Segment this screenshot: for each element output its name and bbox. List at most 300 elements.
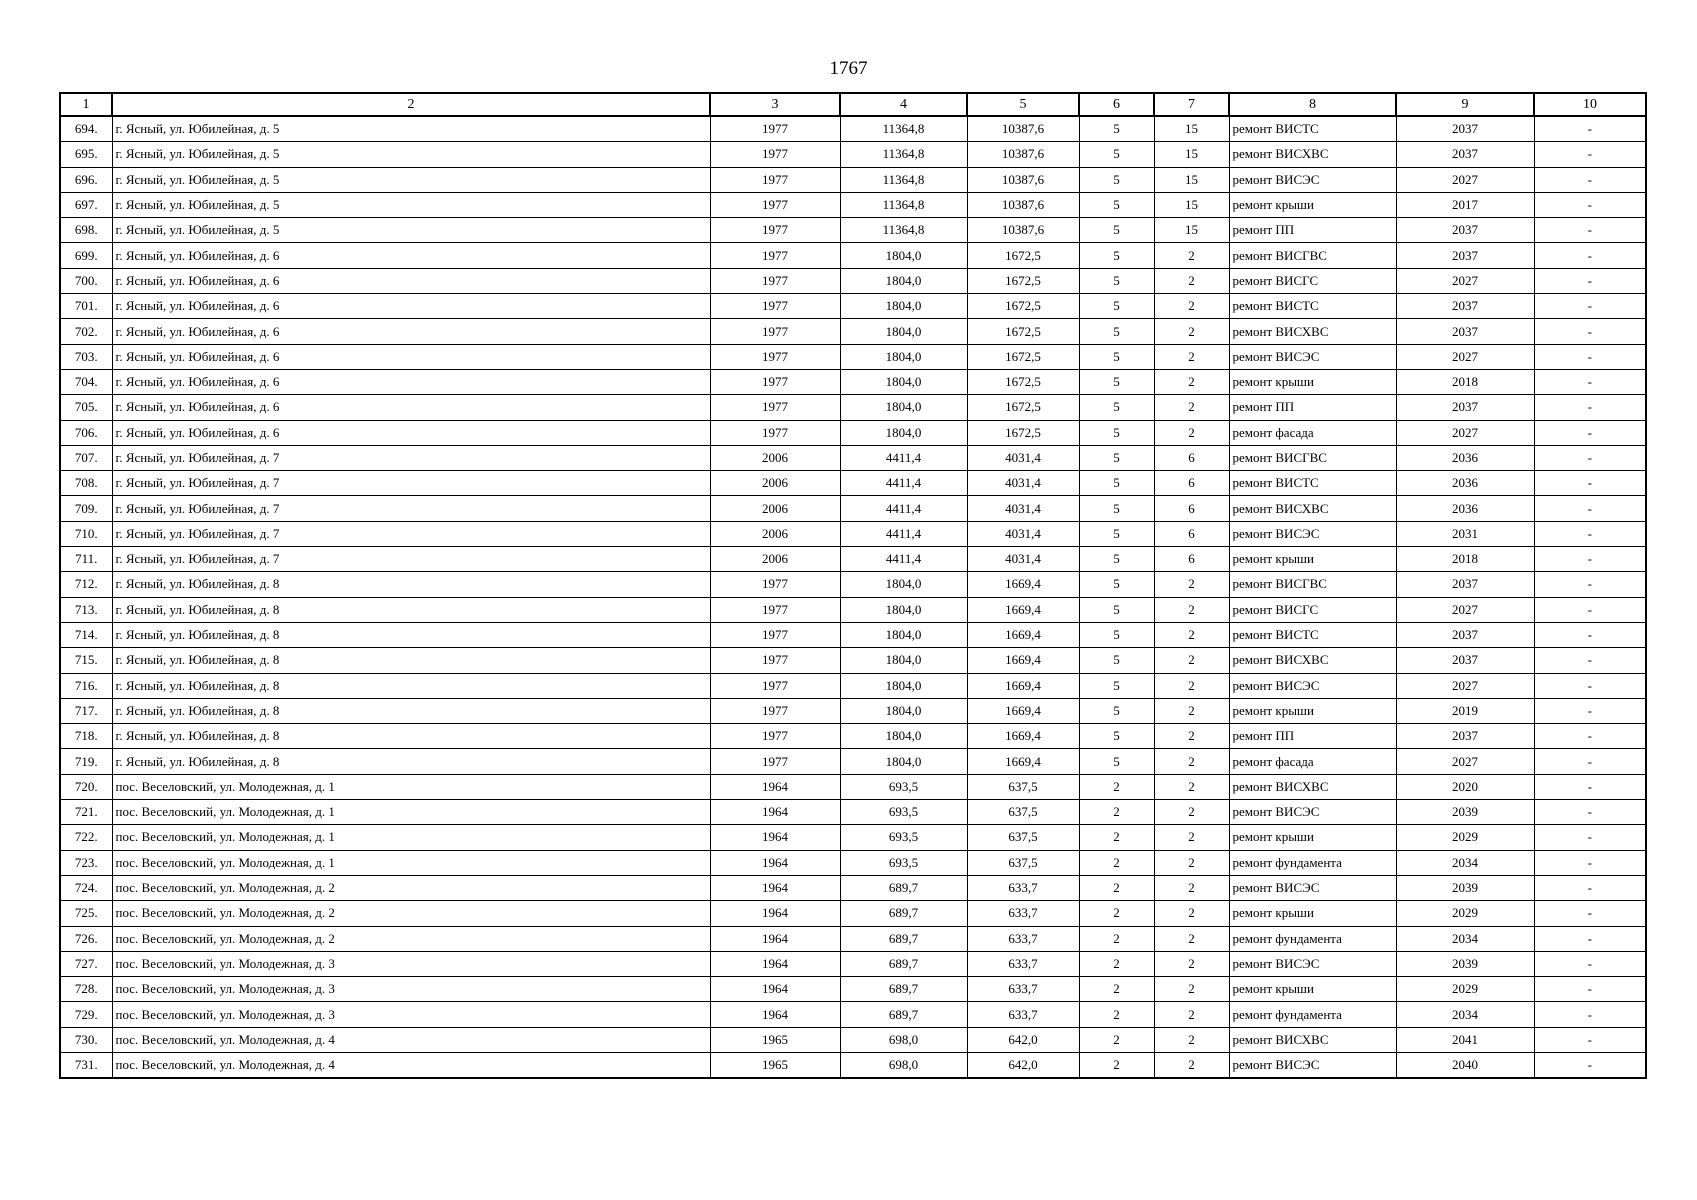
year-built-cell: 1977: [710, 294, 840, 319]
note-cell: -: [1534, 1002, 1646, 1027]
living-area-cell: 1669,4: [967, 724, 1079, 749]
living-area-cell: 1669,4: [967, 749, 1079, 774]
entrances-cell: 2: [1154, 369, 1229, 394]
entrances-cell: 2: [1154, 875, 1229, 900]
address-cell: пос. Веселовский, ул. Молодежная, д. 3: [112, 1002, 710, 1027]
year-built-cell: 1965: [710, 1052, 840, 1078]
work-type-cell: ремонт крыши: [1229, 698, 1396, 723]
address-cell: г. Ясный, ул. Юбилейная, д. 5: [112, 116, 710, 142]
row-number-cell: 717.: [60, 698, 112, 723]
row-number-cell: 707.: [60, 445, 112, 470]
note-cell: -: [1534, 344, 1646, 369]
year-built-cell: 2006: [710, 496, 840, 521]
note-cell: -: [1534, 749, 1646, 774]
table-row: [60, 192, 1646, 217]
entrances-cell: 15: [1154, 167, 1229, 192]
row-number-cell: 708.: [60, 471, 112, 496]
address-cell: г. Ясный, ул. Юбилейная, д. 6: [112, 420, 710, 445]
total-area-cell: 11364,8: [840, 218, 967, 243]
living-area-cell: 642,0: [967, 1027, 1079, 1052]
floors-cell: 5: [1079, 521, 1154, 546]
work-type-cell: ремонт ПП: [1229, 724, 1396, 749]
floors-cell: 2: [1079, 774, 1154, 799]
address-cell: пос. Веселовский, ул. Молодежная, д. 3: [112, 951, 710, 976]
work-type-cell: ремонт ВИСЭС: [1229, 344, 1396, 369]
floors-cell: 5: [1079, 294, 1154, 319]
address-cell: г. Ясный, ул. Юбилейная, д. 6: [112, 294, 710, 319]
year-built-cell: 1977: [710, 243, 840, 268]
table-row: [60, 471, 1646, 496]
entrances-cell: 6: [1154, 547, 1229, 572]
row-number-cell: 726.: [60, 926, 112, 951]
living-area-cell: 1669,4: [967, 673, 1079, 698]
work-type-cell: ремонт ВИСГВС: [1229, 572, 1396, 597]
note-cell: -: [1534, 800, 1646, 825]
table-row: [60, 825, 1646, 850]
table-row: [60, 875, 1646, 900]
column-header-1: 1: [60, 93, 112, 116]
year-built-cell: 1964: [710, 875, 840, 900]
total-area-cell: 11364,8: [840, 192, 967, 217]
entrances-cell: 2: [1154, 800, 1229, 825]
floors-cell: 5: [1079, 395, 1154, 420]
year-built-cell: 2006: [710, 547, 840, 572]
total-area-cell: 698,0: [840, 1052, 967, 1078]
work-type-cell: ремонт крыши: [1229, 192, 1396, 217]
work-type-cell: ремонт ВИСХВС: [1229, 496, 1396, 521]
row-number-cell: 729.: [60, 1002, 112, 1027]
note-cell: -: [1534, 471, 1646, 496]
planned-year-cell: 2037: [1396, 395, 1534, 420]
total-area-cell: 689,7: [840, 977, 967, 1002]
note-cell: -: [1534, 192, 1646, 217]
address-cell: г. Ясный, ул. Юбилейная, д. 6: [112, 268, 710, 293]
row-number-cell: 719.: [60, 749, 112, 774]
year-built-cell: 1977: [710, 192, 840, 217]
total-area-cell: 4411,4: [840, 445, 967, 470]
living-area-cell: 642,0: [967, 1052, 1079, 1078]
address-cell: г. Ясный, ул. Юбилейная, д. 7: [112, 547, 710, 572]
living-area-cell: 1672,5: [967, 344, 1079, 369]
year-built-cell: 1964: [710, 951, 840, 976]
year-built-cell: 1977: [710, 622, 840, 647]
work-type-cell: ремонт фундамента: [1229, 850, 1396, 875]
header-row: [60, 93, 1646, 116]
living-area-cell: 4031,4: [967, 445, 1079, 470]
year-built-cell: 1977: [710, 572, 840, 597]
planned-year-cell: 2018: [1396, 369, 1534, 394]
note-cell: -: [1534, 977, 1646, 1002]
total-area-cell: 689,7: [840, 901, 967, 926]
entrances-cell: 2: [1154, 648, 1229, 673]
column-header-8: 8: [1229, 93, 1396, 116]
total-area-cell: 1804,0: [840, 395, 967, 420]
floors-cell: 2: [1079, 875, 1154, 900]
planned-year-cell: 2037: [1396, 622, 1534, 647]
note-cell: -: [1534, 369, 1646, 394]
floors-cell: 5: [1079, 319, 1154, 344]
row-number-cell: 694.: [60, 116, 112, 142]
entrances-cell: 2: [1154, 344, 1229, 369]
work-type-cell: ремонт ВИСЭС: [1229, 673, 1396, 698]
column-header-5: 5: [967, 93, 1079, 116]
planned-year-cell: 2036: [1396, 445, 1534, 470]
row-number-cell: 727.: [60, 951, 112, 976]
row-number-cell: 725.: [60, 901, 112, 926]
floors-cell: 5: [1079, 749, 1154, 774]
planned-year-cell: 2037: [1396, 294, 1534, 319]
living-area-cell: 637,5: [967, 774, 1079, 799]
column-header-10: 10: [1534, 93, 1646, 116]
address-cell: г. Ясный, ул. Юбилейная, д. 8: [112, 698, 710, 723]
year-built-cell: 2006: [710, 521, 840, 546]
row-number-cell: 724.: [60, 875, 112, 900]
address-cell: г. Ясный, ул. Юбилейная, д. 5: [112, 218, 710, 243]
total-area-cell: 1804,0: [840, 622, 967, 647]
entrances-cell: 2: [1154, 951, 1229, 976]
year-built-cell: 1977: [710, 319, 840, 344]
address-cell: пос. Веселовский, ул. Молодежная, д. 1: [112, 825, 710, 850]
year-built-cell: 1965: [710, 1027, 840, 1052]
row-number-cell: 715.: [60, 648, 112, 673]
year-built-cell: 1977: [710, 344, 840, 369]
planned-year-cell: 2034: [1396, 926, 1534, 951]
living-area-cell: 10387,6: [967, 218, 1079, 243]
note-cell: -: [1534, 420, 1646, 445]
planned-year-cell: 2037: [1396, 724, 1534, 749]
planned-year-cell: 2036: [1396, 496, 1534, 521]
table-row: [60, 268, 1646, 293]
note-cell: -: [1534, 926, 1646, 951]
living-area-cell: 10387,6: [967, 142, 1079, 167]
table-row: [60, 800, 1646, 825]
planned-year-cell: 2036: [1396, 471, 1534, 496]
living-area-cell: 1669,4: [967, 648, 1079, 673]
living-area-cell: 1672,5: [967, 268, 1079, 293]
living-area-cell: 633,7: [967, 1002, 1079, 1027]
row-number-cell: 696.: [60, 167, 112, 192]
address-cell: г. Ясный, ул. Юбилейная, д. 8: [112, 648, 710, 673]
table-row: [60, 445, 1646, 470]
living-area-cell: 1669,4: [967, 622, 1079, 647]
floors-cell: 2: [1079, 1002, 1154, 1027]
entrances-cell: 2: [1154, 1027, 1229, 1052]
note-cell: -: [1534, 724, 1646, 749]
work-type-cell: ремонт ВИСХВС: [1229, 1027, 1396, 1052]
note-cell: -: [1534, 622, 1646, 647]
work-type-cell: ремонт ПП: [1229, 218, 1396, 243]
address-cell: г. Ясный, ул. Юбилейная, д. 8: [112, 749, 710, 774]
address-cell: пос. Веселовский, ул. Молодежная, д. 1: [112, 800, 710, 825]
planned-year-cell: 2034: [1396, 850, 1534, 875]
row-number-cell: 699.: [60, 243, 112, 268]
living-area-cell: 10387,6: [967, 167, 1079, 192]
address-cell: г. Ясный, ул. Юбилейная, д. 5: [112, 142, 710, 167]
work-type-cell: ремонт ВИСТС: [1229, 471, 1396, 496]
planned-year-cell: 2031: [1396, 521, 1534, 546]
year-built-cell: 1977: [710, 142, 840, 167]
living-area-cell: 10387,6: [967, 116, 1079, 142]
floors-cell: 5: [1079, 167, 1154, 192]
work-type-cell: ремонт ВИСЭС: [1229, 521, 1396, 546]
floors-cell: 5: [1079, 243, 1154, 268]
note-cell: -: [1534, 521, 1646, 546]
work-type-cell: ремонт крыши: [1229, 825, 1396, 850]
floors-cell: 5: [1079, 622, 1154, 647]
entrances-cell: 15: [1154, 218, 1229, 243]
note-cell: -: [1534, 572, 1646, 597]
planned-year-cell: 2027: [1396, 268, 1534, 293]
total-area-cell: 4411,4: [840, 496, 967, 521]
column-header-3: 3: [710, 93, 840, 116]
address-cell: г. Ясный, ул. Юбилейная, д. 7: [112, 445, 710, 470]
column-header-9: 9: [1396, 93, 1534, 116]
planned-year-cell: 2027: [1396, 420, 1534, 445]
planned-year-cell: 2037: [1396, 648, 1534, 673]
floors-cell: 2: [1079, 1052, 1154, 1078]
work-type-cell: ремонт ВИСЭС: [1229, 875, 1396, 900]
planned-year-cell: 2037: [1396, 116, 1534, 142]
note-cell: -: [1534, 850, 1646, 875]
row-number-cell: 703.: [60, 344, 112, 369]
note-cell: -: [1534, 218, 1646, 243]
table-row: [60, 420, 1646, 445]
entrances-cell: 2: [1154, 774, 1229, 799]
address-cell: г. Ясный, ул. Юбилейная, д. 6: [112, 369, 710, 394]
table-row: [60, 369, 1646, 394]
year-built-cell: 1964: [710, 1002, 840, 1027]
planned-year-cell: 2027: [1396, 344, 1534, 369]
work-type-cell: ремонт фундамента: [1229, 1002, 1396, 1027]
planned-year-cell: 2039: [1396, 951, 1534, 976]
year-built-cell: 1964: [710, 825, 840, 850]
work-type-cell: ремонт ВИСГС: [1229, 597, 1396, 622]
total-area-cell: 1804,0: [840, 597, 967, 622]
note-cell: -: [1534, 901, 1646, 926]
planned-year-cell: 2027: [1396, 597, 1534, 622]
year-built-cell: 1964: [710, 850, 840, 875]
page-number: 1767: [829, 58, 868, 79]
table-row: [60, 395, 1646, 420]
living-area-cell: 1672,5: [967, 395, 1079, 420]
planned-year-cell: 2029: [1396, 977, 1534, 1002]
year-built-cell: 1964: [710, 977, 840, 1002]
address-cell: г. Ясный, ул. Юбилейная, д. 7: [112, 521, 710, 546]
year-built-cell: 1964: [710, 926, 840, 951]
living-area-cell: 1672,5: [967, 294, 1079, 319]
planned-year-cell: 2029: [1396, 901, 1534, 926]
living-area-cell: 4031,4: [967, 471, 1079, 496]
table-row: [60, 673, 1646, 698]
year-built-cell: 1964: [710, 800, 840, 825]
year-built-cell: 1977: [710, 395, 840, 420]
address-cell: г. Ясный, ул. Юбилейная, д. 8: [112, 572, 710, 597]
column-header-6: 6: [1079, 93, 1154, 116]
total-area-cell: 1804,0: [840, 648, 967, 673]
floors-cell: 5: [1079, 445, 1154, 470]
row-number-cell: 731.: [60, 1052, 112, 1078]
floors-cell: 2: [1079, 901, 1154, 926]
work-type-cell: ремонт ВИСЭС: [1229, 951, 1396, 976]
address-cell: г. Ясный, ул. Юбилейная, д. 5: [112, 167, 710, 192]
planned-year-cell: 2040: [1396, 1052, 1534, 1078]
total-area-cell: 1804,0: [840, 698, 967, 723]
floors-cell: 5: [1079, 698, 1154, 723]
address-cell: г. Ясный, ул. Юбилейная, д. 8: [112, 673, 710, 698]
table-body: [60, 116, 1646, 1078]
planned-year-cell: 2027: [1396, 673, 1534, 698]
floors-cell: 5: [1079, 268, 1154, 293]
work-type-cell: ремонт ВИСТС: [1229, 622, 1396, 647]
entrances-cell: 15: [1154, 116, 1229, 142]
living-area-cell: 633,7: [967, 901, 1079, 926]
address-cell: пос. Веселовский, ул. Молодежная, д. 3: [112, 977, 710, 1002]
total-area-cell: 1804,0: [840, 243, 967, 268]
floors-cell: 5: [1079, 218, 1154, 243]
table-row: [60, 572, 1646, 597]
entrances-cell: 2: [1154, 319, 1229, 344]
note-cell: -: [1534, 875, 1646, 900]
address-cell: г. Ясный, ул. Юбилейная, д. 6: [112, 319, 710, 344]
living-area-cell: 4031,4: [967, 521, 1079, 546]
row-number-cell: 730.: [60, 1027, 112, 1052]
work-type-cell: ремонт ВИСХВС: [1229, 774, 1396, 799]
work-type-cell: ремонт ВИСЭС: [1229, 167, 1396, 192]
floors-cell: 2: [1079, 977, 1154, 1002]
address-cell: пос. Веселовский, ул. Молодежная, д. 2: [112, 875, 710, 900]
table-row: [60, 648, 1646, 673]
year-built-cell: 1977: [710, 749, 840, 774]
planned-year-cell: 2037: [1396, 243, 1534, 268]
row-number-cell: 705.: [60, 395, 112, 420]
total-area-cell: 689,7: [840, 926, 967, 951]
planned-year-cell: 2019: [1396, 698, 1534, 723]
row-number-cell: 713.: [60, 597, 112, 622]
note-cell: -: [1534, 673, 1646, 698]
planned-year-cell: 2029: [1396, 825, 1534, 850]
table-row: [60, 622, 1646, 647]
year-built-cell: 1964: [710, 901, 840, 926]
entrances-cell: 2: [1154, 572, 1229, 597]
entrances-cell: 6: [1154, 521, 1229, 546]
table-row: [60, 116, 1646, 142]
note-cell: -: [1534, 395, 1646, 420]
work-type-cell: ремонт крыши: [1229, 547, 1396, 572]
address-cell: пос. Веселовский, ул. Молодежная, д. 4: [112, 1027, 710, 1052]
row-number-cell: 720.: [60, 774, 112, 799]
address-cell: пос. Веселовский, ул. Молодежная, д. 4: [112, 1052, 710, 1078]
address-cell: г. Ясный, ул. Юбилейная, д. 6: [112, 243, 710, 268]
row-number-cell: 721.: [60, 800, 112, 825]
total-area-cell: 689,7: [840, 875, 967, 900]
total-area-cell: 1804,0: [840, 319, 967, 344]
living-area-cell: 1672,5: [967, 420, 1079, 445]
table-row: [60, 901, 1646, 926]
row-number-cell: 712.: [60, 572, 112, 597]
work-type-cell: ремонт крыши: [1229, 901, 1396, 926]
living-area-cell: 637,5: [967, 850, 1079, 875]
entrances-cell: 2: [1154, 850, 1229, 875]
row-number-cell: 695.: [60, 142, 112, 167]
row-number-cell: 723.: [60, 850, 112, 875]
address-cell: г. Ясный, ул. Юбилейная, д. 6: [112, 395, 710, 420]
year-built-cell: 1977: [710, 369, 840, 394]
row-number-cell: 728.: [60, 977, 112, 1002]
entrances-cell: 2: [1154, 749, 1229, 774]
work-type-cell: ремонт крыши: [1229, 369, 1396, 394]
note-cell: -: [1534, 698, 1646, 723]
table-row: [60, 749, 1646, 774]
year-built-cell: 1964: [710, 774, 840, 799]
entrances-cell: 2: [1154, 294, 1229, 319]
note-cell: -: [1534, 774, 1646, 799]
row-number-cell: 710.: [60, 521, 112, 546]
entrances-cell: 2: [1154, 420, 1229, 445]
total-area-cell: 11364,8: [840, 116, 967, 142]
year-built-cell: 1977: [710, 167, 840, 192]
row-number-cell: 716.: [60, 673, 112, 698]
entrances-cell: 2: [1154, 622, 1229, 647]
row-number-cell: 704.: [60, 369, 112, 394]
floors-cell: 5: [1079, 673, 1154, 698]
year-built-cell: 2006: [710, 445, 840, 470]
planned-year-cell: 2017: [1396, 192, 1534, 217]
work-type-cell: ремонт фасада: [1229, 749, 1396, 774]
work-type-cell: ремонт фасада: [1229, 420, 1396, 445]
living-area-cell: 1672,5: [967, 369, 1079, 394]
entrances-cell: 2: [1154, 395, 1229, 420]
table-row: [60, 951, 1646, 976]
total-area-cell: 4411,4: [840, 471, 967, 496]
work-type-cell: ремонт ПП: [1229, 395, 1396, 420]
planned-year-cell: 2039: [1396, 875, 1534, 900]
note-cell: -: [1534, 445, 1646, 470]
entrances-cell: 2: [1154, 597, 1229, 622]
planned-year-cell: 2018: [1396, 547, 1534, 572]
note-cell: -: [1534, 648, 1646, 673]
address-cell: г. Ясный, ул. Юбилейная, д. 7: [112, 496, 710, 521]
entrances-cell: 2: [1154, 724, 1229, 749]
living-area-cell: 4031,4: [967, 547, 1079, 572]
row-number-cell: 697.: [60, 192, 112, 217]
table-row: [60, 1002, 1646, 1027]
floors-cell: 5: [1079, 116, 1154, 142]
total-area-cell: 689,7: [840, 1002, 967, 1027]
floors-cell: 2: [1079, 1027, 1154, 1052]
row-number-cell: 722.: [60, 825, 112, 850]
total-area-cell: 698,0: [840, 1027, 967, 1052]
living-area-cell: 633,7: [967, 875, 1079, 900]
living-area-cell: 1672,5: [967, 243, 1079, 268]
column-header-7: 7: [1154, 93, 1229, 116]
living-area-cell: 10387,6: [967, 192, 1079, 217]
living-area-cell: 637,5: [967, 825, 1079, 850]
floors-cell: 2: [1079, 850, 1154, 875]
column-header-2: 2: [112, 93, 710, 116]
year-built-cell: 1977: [710, 648, 840, 673]
table-row: [60, 496, 1646, 521]
row-number-cell: 700.: [60, 268, 112, 293]
total-area-cell: 1804,0: [840, 294, 967, 319]
total-area-cell: 693,5: [840, 800, 967, 825]
year-built-cell: 2006: [710, 471, 840, 496]
total-area-cell: 693,5: [840, 825, 967, 850]
row-number-cell: 709.: [60, 496, 112, 521]
address-cell: г. Ясный, ул. Юбилейная, д. 6: [112, 344, 710, 369]
work-type-cell: ремонт крыши: [1229, 977, 1396, 1002]
total-area-cell: 4411,4: [840, 521, 967, 546]
note-cell: -: [1534, 167, 1646, 192]
